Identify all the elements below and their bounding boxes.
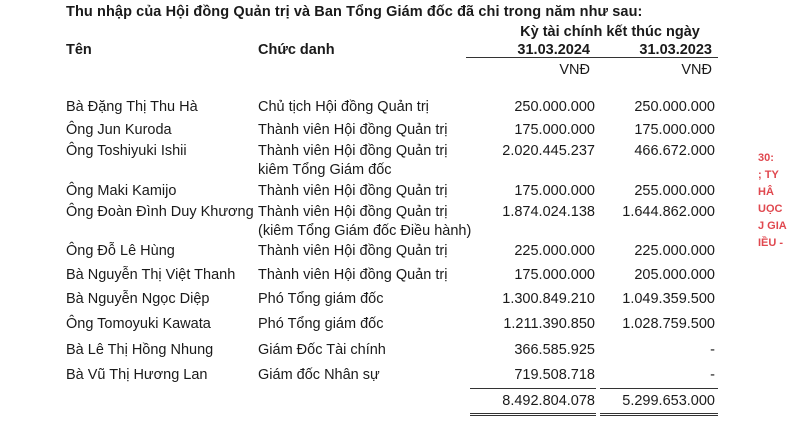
column-header-period: Kỳ tài chính kết thúc ngày — [520, 24, 700, 40]
currency-label-2024: VNĐ — [559, 62, 590, 78]
red-stamp-fragment — [758, 150, 800, 290]
person-name: Bà Nguyễn Thị Việt Thanh — [66, 267, 236, 283]
stamp-text: HÂ — [758, 186, 774, 198]
amount-2024: 225.000.000 — [514, 243, 595, 259]
position-title: Thành viên Hội đồng Quản trị — [258, 267, 448, 283]
person-name: Ông Đoàn Đình Duy Khương — [66, 204, 254, 220]
position-title-continued: kiêm Tổng Giám đốc — [258, 162, 392, 178]
person-name: Bà Đặng Thị Thu Hà — [66, 99, 198, 115]
amount-2023: 205.000.000 — [634, 267, 715, 283]
total-2023: 5.299.653.000 — [622, 393, 715, 409]
total-rule-bottom-2024 — [470, 413, 596, 416]
amount-2023: 1.049.359.500 — [622, 291, 715, 307]
amount-2024: 719.508.718 — [514, 367, 595, 383]
column-header-name: Tên — [66, 42, 92, 58]
position-title: Phó Tổng giám đốc — [258, 316, 384, 332]
person-name: Ông Tomoyuki Kawata — [66, 316, 211, 332]
position-title: Thành viên Hội đồng Quản trị — [258, 243, 448, 259]
person-name: Ông Jun Kuroda — [66, 122, 172, 138]
position-title-continued: (kiêm Tổng Giám đốc Điều hành) — [258, 223, 472, 239]
position-title: Phó Tổng giám đốc — [258, 291, 384, 307]
column-header-date-2023: 31.03.2023 — [639, 42, 712, 58]
section-heading: Thu nhập của Hội đồng Quản trị và Ban Tổng Giám đốc đã chi trong năm như sau: — [66, 4, 643, 20]
total-2024: 8.492.804.078 — [502, 393, 595, 409]
person-name: Ông Maki Kamijo — [66, 183, 177, 199]
position-title: Chủ tịch Hội đồng Quản trị — [258, 99, 429, 115]
currency-label-2023: VNĐ — [681, 62, 712, 78]
amount-2023: - — [710, 342, 715, 358]
amount-2024: 1.211.390.850 — [503, 316, 595, 332]
amount-2024: 250.000.000 — [514, 99, 595, 115]
total-rule-top-2024 — [470, 388, 596, 389]
position-title: Thành viên Hội đồng Quản trị — [258, 122, 448, 138]
stamp-text: UỌC — [758, 203, 783, 215]
person-name: Ông Toshiyuki Ishii — [66, 143, 187, 159]
position-title: Thành viên Hội đồng Quản trị — [258, 143, 448, 159]
position-title: Giám Đốc Tài chính — [258, 342, 386, 358]
person-name: Bà Vũ Thị Hương Lan — [66, 367, 208, 383]
person-name: Bà Lê Thị Hồng Nhung — [66, 342, 214, 358]
total-rule-top-2023 — [600, 388, 718, 389]
person-name: Bà Nguyễn Ngọc Diệp — [66, 291, 210, 307]
amount-2023: 466.672.000 — [634, 143, 715, 159]
amount-2024: 1.874.024.138 — [502, 204, 595, 220]
amount-2023: - — [710, 367, 715, 383]
stamp-text: 30: — [758, 152, 774, 164]
person-name: Ông Đỗ Lê Hùng — [66, 243, 175, 259]
column-header-date-2024: 31.03.2024 — [517, 42, 590, 58]
amount-2024: 175.000.000 — [514, 267, 595, 283]
amount-2024: 1.300.849.210 — [502, 291, 595, 307]
amount-2023: 1.028.759.500 — [622, 316, 715, 332]
total-rule-bottom-2023 — [600, 413, 718, 416]
position-title: Thành viên Hội đồng Quản trị — [258, 204, 448, 220]
amount-2023: 250.000.000 — [634, 99, 715, 115]
amount-2023: 255.000.000 — [634, 183, 715, 199]
amount-2024: 175.000.000 — [514, 183, 595, 199]
stamp-text: IỀU - — [758, 237, 784, 249]
column-header-title: Chức danh — [258, 42, 335, 58]
amount-2024: 175.000.000 — [514, 122, 595, 138]
amount-2023: 1.644.862.000 — [622, 204, 715, 220]
amount-2023: 225.000.000 — [634, 243, 715, 259]
amount-2023: 175.000.000 — [634, 122, 715, 138]
stamp-text: J GIA — [758, 220, 787, 232]
amount-2024: 366.585.925 — [514, 342, 595, 358]
position-title: Giám đốc Nhân sự — [258, 367, 380, 383]
stamp-text: ; TY — [758, 169, 779, 181]
amount-2024: 2.020.445.237 — [502, 143, 595, 159]
position-title: Thành viên Hội đồng Quản trị — [258, 183, 448, 199]
header-rule — [466, 57, 718, 58]
